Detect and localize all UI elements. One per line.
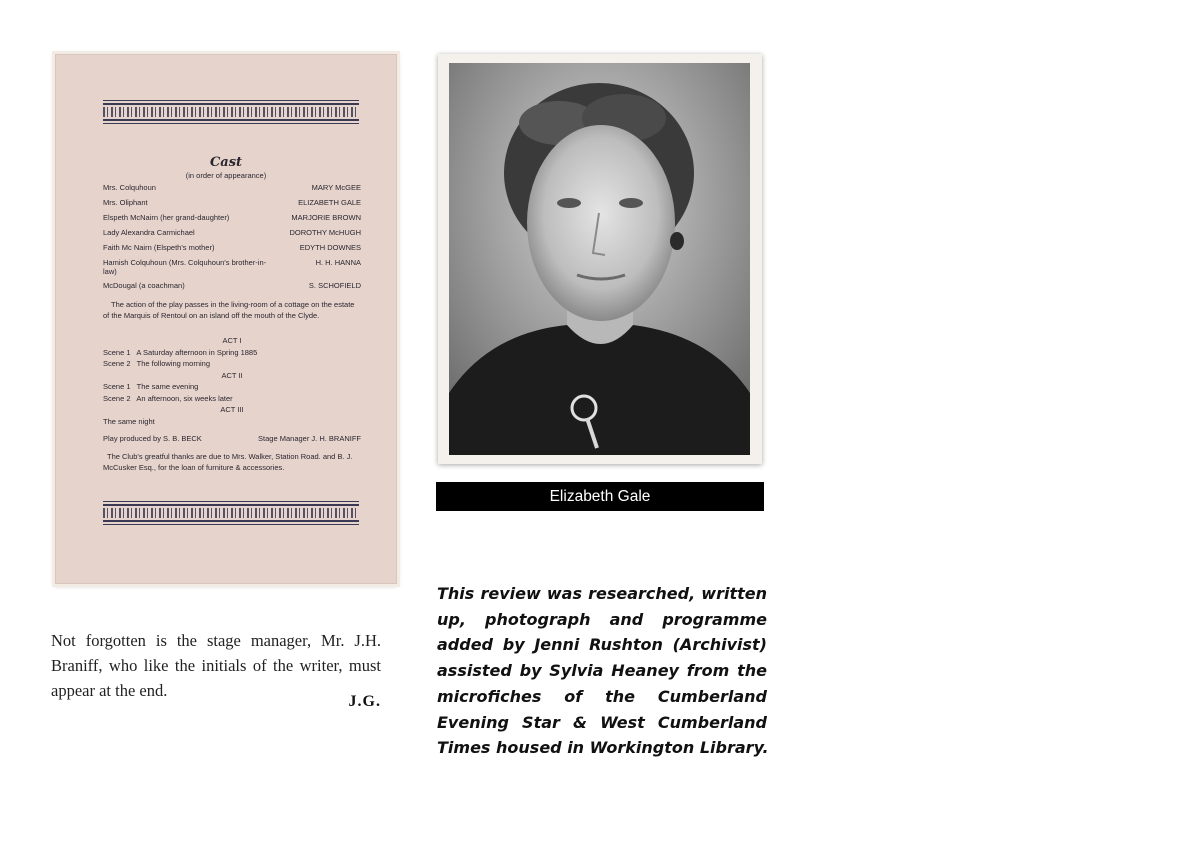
cast-role: Faith Mc Nairn (Elspeth's mother) — [103, 243, 215, 252]
credit-line: up, photograph and programme — [437, 609, 767, 629]
cast-role: Mrs. Oliphant — [103, 198, 148, 207]
cast-row — [103, 183, 361, 198]
cast-role: McDougal (a coachman) — [103, 281, 185, 290]
review-signoff: J.G. — [348, 693, 381, 710]
cast-actor: H. H. HANNA — [315, 258, 361, 267]
cast-actor: S. SCHOFIELD — [308, 281, 361, 290]
theatre-programme-image — [55, 54, 397, 584]
cast-role: Elspeth McNairn (her grand-daughter) — [103, 213, 230, 222]
act-heading: ACT I — [222, 336, 242, 345]
cast-actor: MARJORIE BROWN — [291, 213, 361, 222]
cast-row — [103, 243, 361, 258]
scene-line: Scene 2 An afternoon, six weeks later — [103, 393, 233, 403]
production-credits — [103, 433, 361, 444]
cast-role: Mrs. Colquhoun — [103, 183, 156, 192]
credit-line: Evening Star & West Cumberland — [437, 712, 767, 732]
cast-row — [103, 228, 361, 243]
cast-role: Hamish Colquhoun (Mrs. Colquhoun's brother-in-law) — [103, 258, 267, 276]
producer-credit: Play produced by S. B. BECK — [103, 434, 202, 443]
research-credit — [437, 581, 767, 761]
portrait-photo — [449, 63, 750, 455]
cast-subtitle: (in order of appearance) — [185, 171, 267, 180]
cast-actor: ELIZABETH GALE — [298, 198, 361, 207]
cast-row — [103, 198, 361, 213]
review-paragraph: Not forgotten is the stage manager, Mr. J.H. Braniff, who like the initials of the writer, must appear at the end. — [51, 631, 381, 700]
setting-note: The action of the play passes in the living-room of a cottage on the estate of the Marquis of Rentoul on an island off the mouth of the Clyde. — [103, 300, 355, 320]
stage-manager-credit: Stage Manager J. H. BRANIFF — [258, 434, 361, 443]
scene-line: Scene 2 The following morning — [103, 359, 211, 368]
portrait-illustration — [449, 63, 750, 455]
programme-bottom-border — [103, 501, 359, 527]
photo-caption: Elizabeth Gale — [436, 482, 764, 511]
cast-title: Cast — [209, 155, 243, 170]
cast-role: Lady Alexandra Carmichael — [103, 228, 195, 237]
scene-line: Scene 1 The same evening — [103, 382, 199, 391]
cast-actor: EDYTH DOWNES — [299, 243, 361, 252]
cast-row — [103, 213, 361, 228]
act-heading: ACT II — [221, 370, 243, 380]
cast-row — [103, 281, 361, 296]
act-list — [103, 335, 361, 427]
programme-top-border — [103, 100, 359, 126]
act-heading: ACT III — [220, 405, 244, 414]
scene-line: The same night — [103, 416, 155, 426]
cast-row — [103, 258, 361, 281]
thanks-note: The Club's greatful thanks are due to Mrs. Walker, Station Road. and B. J. McCusker Esq., for the loan of furniture & accessories. — [103, 452, 353, 472]
credit-line: This review was researched, written — [437, 584, 767, 603]
credit-line: assisted by Sylvia Heaney from the — [437, 661, 767, 681]
cast-list — [103, 183, 361, 296]
cast-actor: DOROTHY McHUGH — [289, 228, 361, 237]
credit-line: microfiches of the Cumberland — [437, 686, 767, 706]
scene-line: Scene 1 A Saturday afternoon in Spring 1885 — [103, 347, 258, 357]
portrait-photo-frame — [438, 54, 762, 464]
credit-line: Times housed in Workington Library. — [437, 738, 769, 758]
credit-line: added by Jenni Rushton (Archivist) — [437, 635, 767, 655]
cast-actor: MARY McGEE — [311, 183, 361, 192]
